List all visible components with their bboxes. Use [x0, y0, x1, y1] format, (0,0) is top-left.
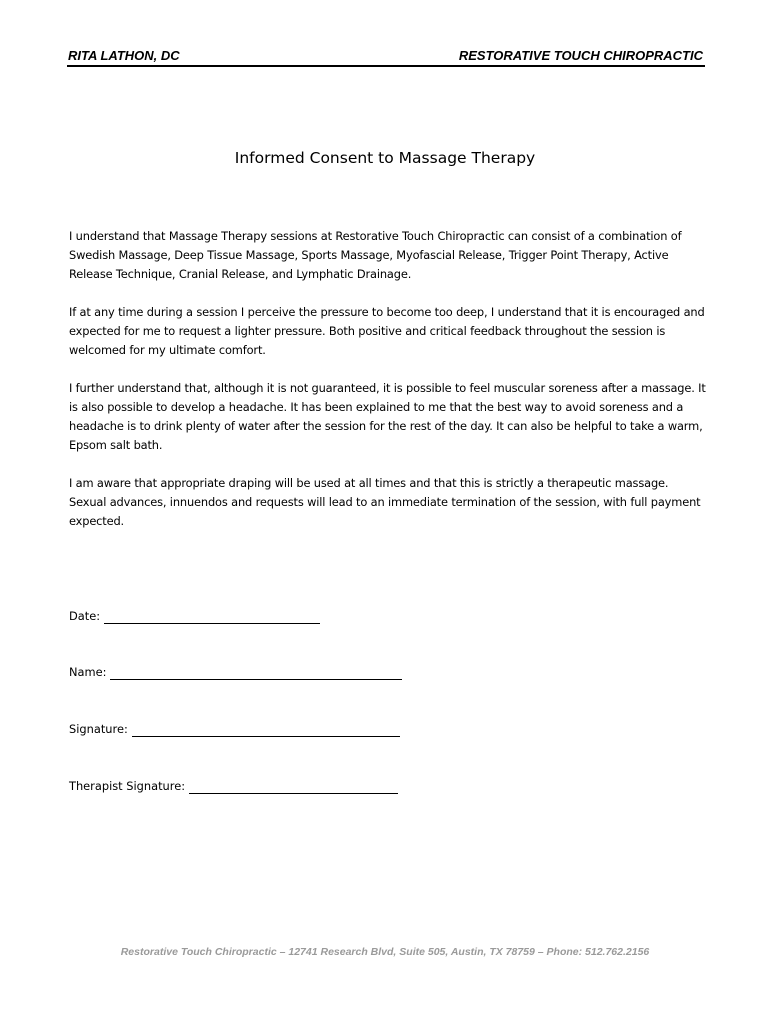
page-header: [67, 47, 705, 67]
doctor-name: RITA LATHON, DC: [68, 48, 180, 63]
therapist-signature-label: Therapist Signature:: [69, 779, 186, 793]
signature-field[interactable]: [132, 723, 400, 737]
paragraph-services: I understand that Massage Therapy sessions at Restorative Touch Chiropractic can consist of a combination of Swedish Massage, Deep Tissue Massage, Sports Massage, Myofascial Release, Trigger Point Therapy, Active Release Technique, Cranial Release, and Lymphatic Drainage.: [69, 229, 682, 281]
paragraph-draping: I am aware that appropriate draping will be used at all times and that this is strictly a therapeutic massage. Sexual advances, innuendos and requests will lead to an immediate termination of the session, with full payment expected.: [69, 476, 701, 528]
date-field[interactable]: [104, 610, 320, 624]
therapist-signature-field[interactable]: [189, 780, 398, 794]
therapist-signature-field-row: [69, 778, 398, 794]
signature-label: Signature:: [69, 722, 128, 736]
name-label: Name:: [69, 665, 107, 679]
document-title: Informed Consent to Massage Therapy: [234, 149, 536, 167]
name-field[interactable]: [110, 666, 402, 680]
date-label: Date:: [69, 609, 101, 623]
page-footer: Restorative Touch Chiropractic – 12741 Research Blvd, Suite 505, Austin, TX 78759 – Phone: 512.762.2156: [120, 946, 650, 958]
name-field-row: [69, 664, 402, 680]
paragraph-pressure: If at any time during a session I perceive the pressure to become too deep, I understand that it is encouraged and expected for me to request a lighter pressure. Both positive and critical feedback throughout the session is welcomed for my ultimate comfort.: [69, 305, 705, 357]
signature-field-row: [69, 721, 400, 737]
consent-body: [69, 227, 709, 550]
date-field-row: [69, 608, 320, 624]
practice-name: RESTORATIVE TOUCH CHIROPRACTIC: [458, 48, 703, 63]
paragraph-soreness: I further understand that, although it is not guaranteed, it is possible to feel muscular soreness after a massage. It is also possible to develop a headache. It has been explained to me that the best way to avoid soreness and a headache is to drink plenty of water after the session for the rest of the day. It can also be helpful to take a warm, Epsom salt bath.: [69, 381, 706, 452]
